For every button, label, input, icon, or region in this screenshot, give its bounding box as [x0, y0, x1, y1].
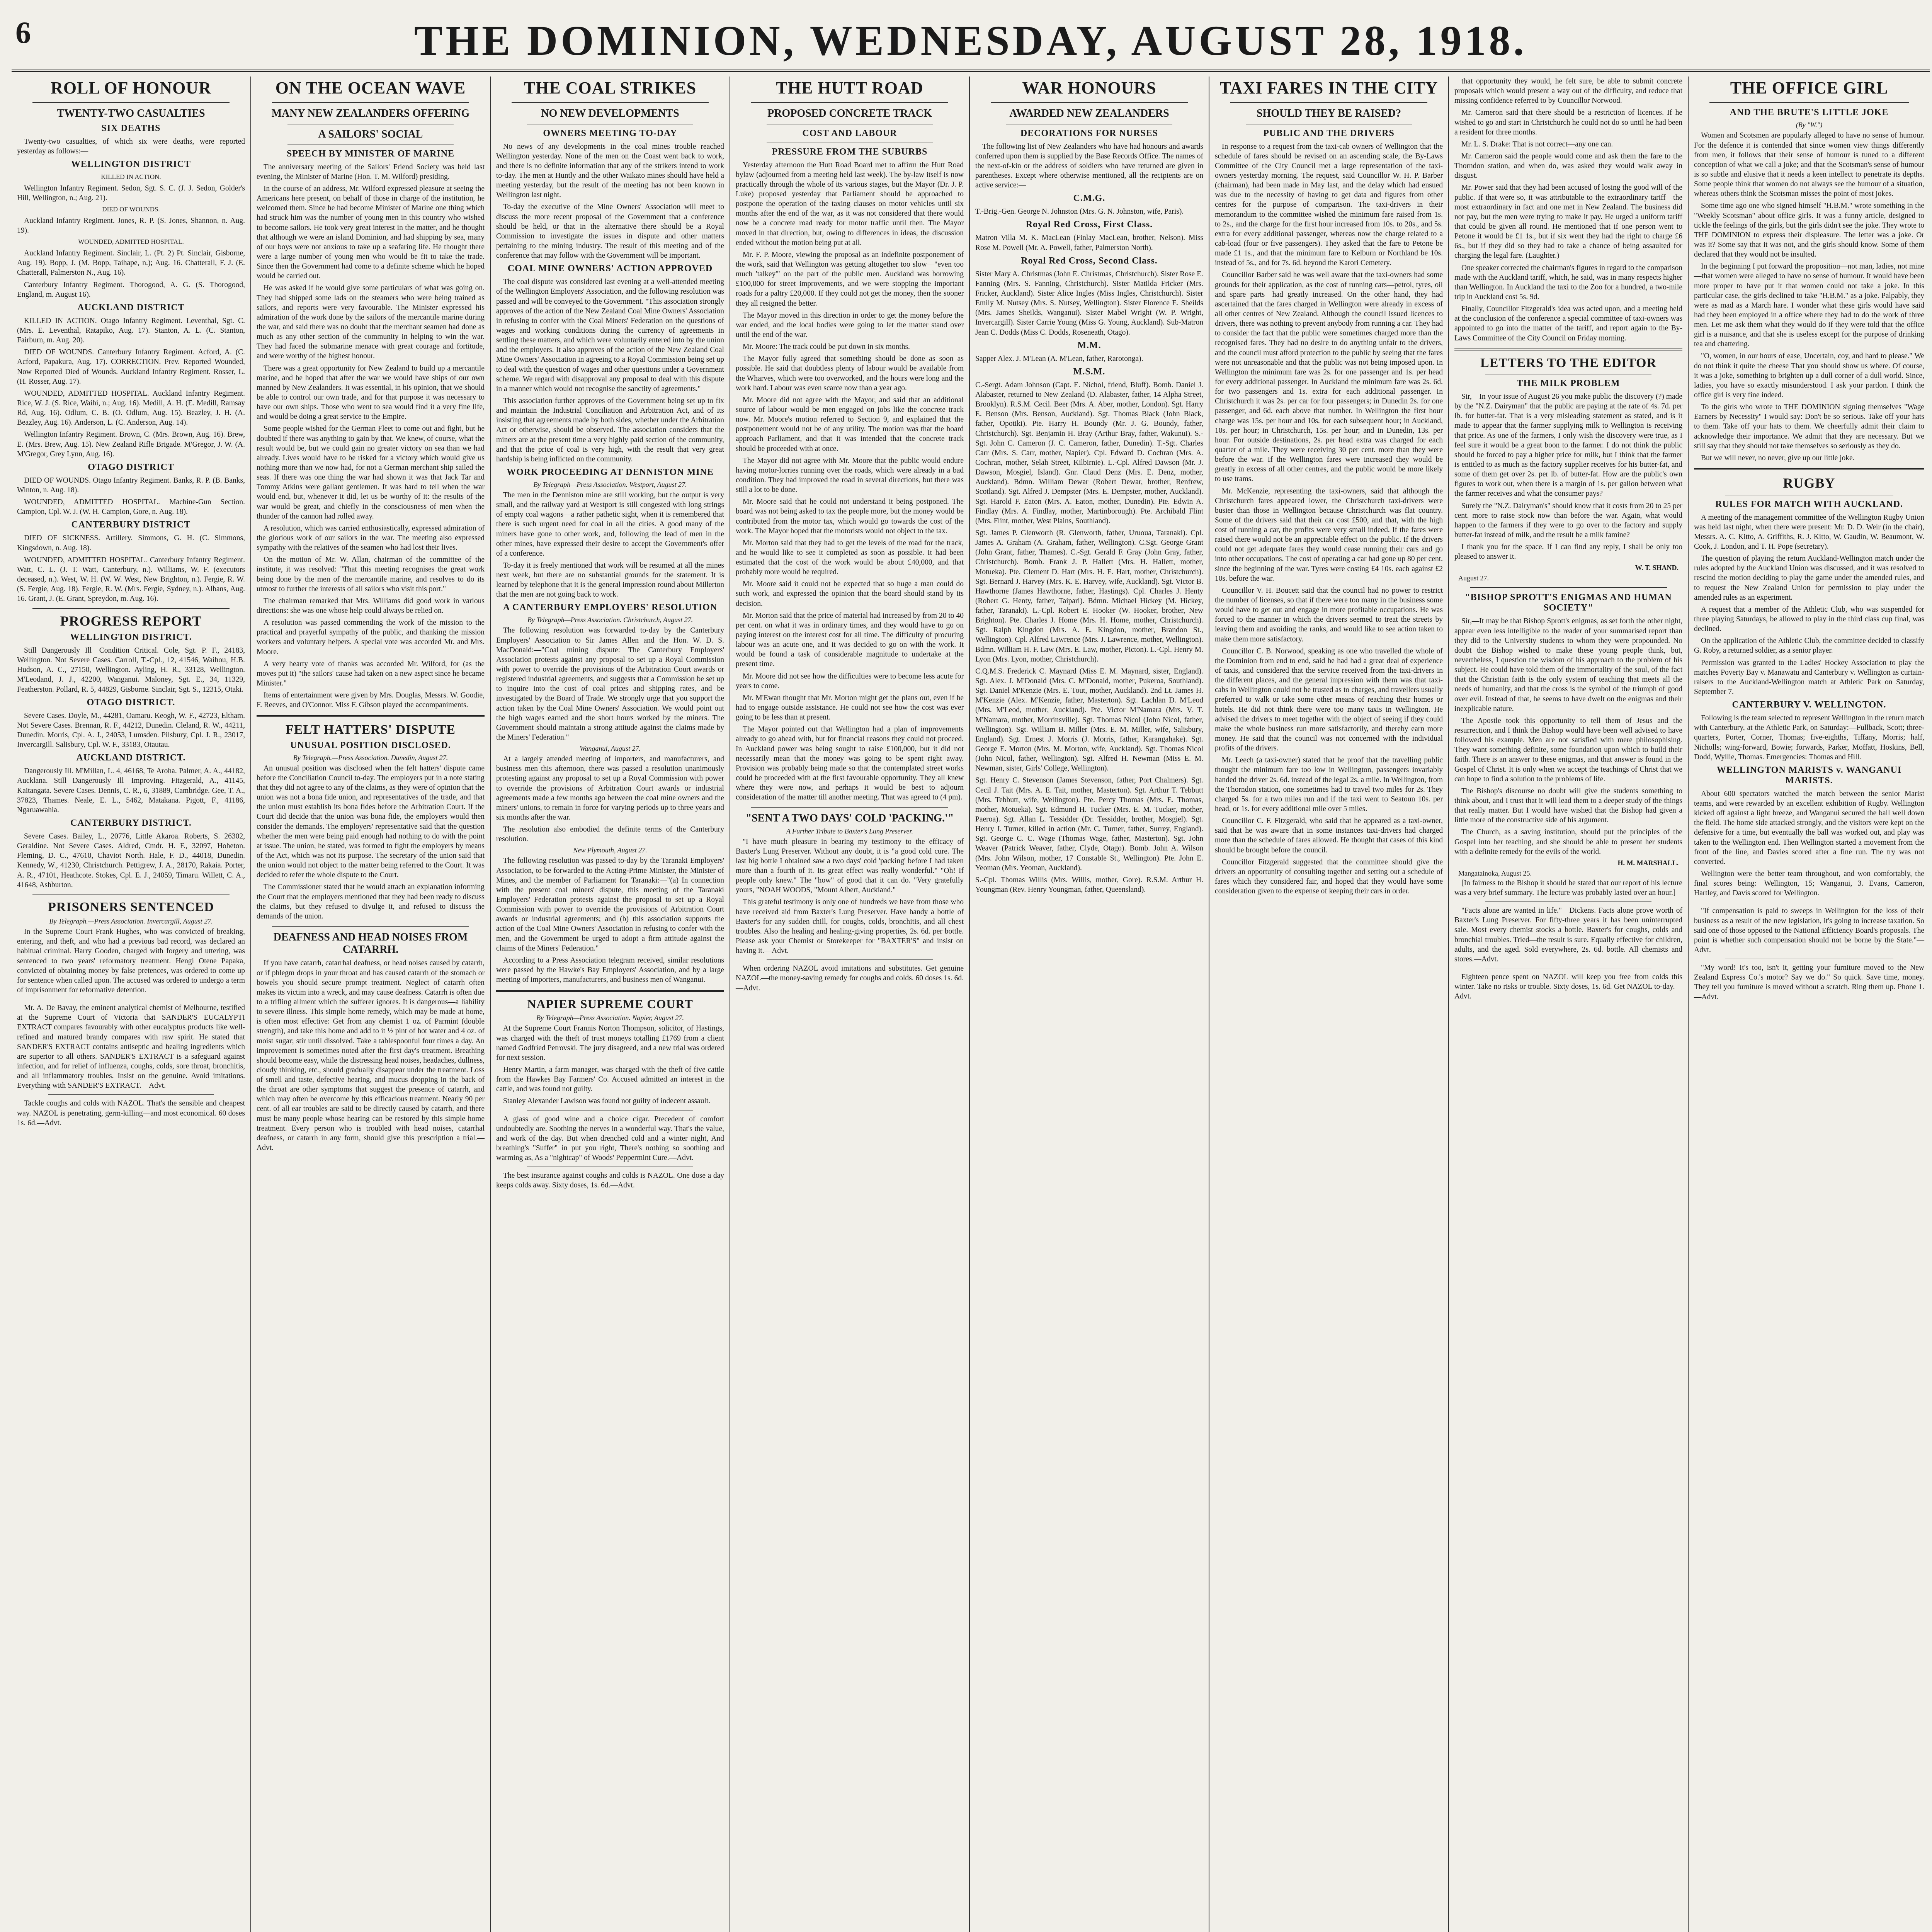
paragraph: In the beginning I put forward the proposition—not man, ladies, not mine—that women were alleged to have no sense of humour. It would have been more proper to have put it that women could not take a joke. In this particular case, the girls declined to take "H.B.M." as a joke. Palpably, they were as mad as a March hare. I wonder what these girls would have said had they been employed in a office where they had to do the work of three men. Let me ask them what they would do if they were told that the office girl is a nuisance, and that she is useless except for the purpose of drinking tea and chattering. [1694, 262, 1924, 349]
divider [32, 608, 230, 609]
paragraph: Following is the team selected to represent Wellington in the return match with Canterbury, at the Athletic Park, on Saturday:—Fullback, Scott; three-quarters, Porter, Corner, Thomas; five-eighths, Tiffany, Morris; half, Nicholls; wing-forward, Bowie; forwards, Parker, Moffatt, Hoskins, Bell, Dodd, Wyllie, Thomas. Emergencies: Thomas and Hill. [1694, 714, 1924, 761]
paragraph: Councillor Barber said he was well aware that the taxi-owners had some grounds for their application, as the cost of running cars—petrol, tyres, oil and spare parts—had greatly increased. On the other hand, they had ascertained that the fares charged in Wellington were already in excess of all other centres of New Zealand. Although the council issued licences to drivers, there was nothing to prevent anybody from running a car. They had to consider the fact that the public were sometimes charged more than the recognised fares. They had no desire to do anything unfair to the drivers, and the council must afford protection to the public by seeing that the fares were not unreasonable and that the public was not being imposed upon. In Wellington the minimum fare was 2s. for one passenger and 1s. per head for every additional passenger. In Auckland the minimum fare was 2s. 6d. for two passengers and 1s. extra for each additional passenger. In Christchurch it was 2s. per car for four passengers; in Dunedin 2s. for one passenger, and 6d. each above that number. In Wellington the first hour charge was 15s. per hour and 10s. for each subsequent hour; in Auckland, 10s. per hour; in Christchurch, 15s. per hour; and in Dunedin, 13s. per hour. For outside destinations, 2s. per head extra was charged for each quarter of a mile. They were receiving 30 per cent. more than they were before the war. If the Wellington fares were increased they would be greatly in excess of all other centres, and the public would be more likely to use trams. [1215, 271, 1443, 483]
advertisement: "If compensation is paid to sweeps in Wellington for the loss of their business as a result of the new legislation, it's going to increase taxation. So said one of those opposed to the National Efficiency Board's proposals. The point is whether such compensation should not be borne by the State."—Advt. [1694, 907, 1924, 954]
paragraph: About 600 spectators watched the match between the senior Marist teams, and were rewarded by an excellent exhibition of Rugby. Wellington kicked off against a light breeze, and Wanganui secured the ball well down the field. The home side attacked strongly, and the visitors were kept on the defensive for a time, but eventually the ball was worked out, and play was taken to the Wellington end. Then Wellington started a movement from the front of the line, and Davies scored after a fine run. The try was not converted. [1694, 789, 1924, 866]
paragraph: Mr. Power said that they had been accused of losing the good will of the public. If that were so, it was attributable to the extraordinary tariff—the most extraordinary in fact and one met in New Zealand. The business did not pay, but the men were trying to make it pay. He urged a uniform tariff that could be given all round. He mentioned that if one person went to Petone it would be £1 1s., but if six went they had the right to charge £6 6s., but if they did so they had to take a chance of being assaulted for charging the legal fare. (Laughter.) [1454, 184, 1682, 260]
divider [1485, 901, 1651, 902]
letter-date: Mangatainoka, August 25. [1458, 869, 1532, 877]
column-roll-of-honour [12, 77, 251, 1932]
paragraph: Mr. Moore said it could not be expected that so huge a man could do such work, and expressed the opinion that the board should stand by its decision. [736, 580, 964, 608]
paragraph: Mr. Leech (a taxi-owner) stated that he proof that the travelling public thought the minimum fare too low in Wellington, passengers invariably handed the driver 2s. 6d. instead of the legal 2s. a mile. In Wellington, from the Thorndon station, one sometimes had to travel two miles for 2s. They charged 5s. for a two miles run and if the taxi went to Seatoun 10s. per head, or 1s. for every additional mile over 5 miles. [1215, 756, 1443, 813]
subheading: PRESSURE FROM THE SUBURBS [772, 146, 928, 157]
advertisement: This grateful testimony is only one of hundreds we have from those who have received aid from Baxter's Lung Preserver. Have handy a bottle of Baxter's for any sudden chill, for coughs, colds, bronchitis, and all chest troubles. Also the healing and healing-giving properties, 2s. 6d. per bottle. Please ask your Chemist or Storekeeper for "BAXTER'S" and insist on having it.—Advt. [736, 898, 964, 955]
casualty-list: Wellington Infantry Regiment. Sedon, Sgt. S. C. (J. J. Sedon, Golder's Hill, Wellington, n.; Aug. 21). [17, 184, 245, 202]
paragraph: Mr. Moore did not see how the difficulties were to become less acute for years to come. [736, 672, 964, 690]
newspaper-page [12, 12, 1930, 1932]
honours-list: Sister Mary A. Christmas (John E. Christmas, Christchurch). Sister Rose E. Fanning (Mrs. S. Fanning, Christchurch). Sister Matilda Fricker (Mrs. Fricker, Auckland). Sister Alice Ingles (Miss Ingles, Christchurch). Sister Emily M. Nutsey (Mrs. S. Nutsey, Wellington). Sister Florence E. Sheilds (Mrs. James Sheilds, Wanganui). Sister Mabel Wright (W. P. Wright, Invercargill). Sister Carrie Young (Miss G. Young, Auckland). Sub-Matron Jean C. Dodds (Miss C. Dodds, Roseneath, Otago). [975, 270, 1203, 337]
letter-text: Sir,—In your issue of August 26 you make public the discovery (?) made by the "N.Z. Dairyman" that the public are paying at the rate of 4s. 7d. per lb. for butter-fat. That is a very misleading statement as stated, and is it made to appear that the farmer supplying milk to Wellington is receiving that price. As one of the farmers, I only wish the discovery were true, as I feel sure it would be a great boon to the farmer. I do not think the public should be forced to pay a higher price for milk, but I think that the farmer is entitled to as much as the factory supplier receives for his butter-fat, and some of them get over 2s. per lb. of butter-fat. How are the public's own figures to work out, when there is a margin of 1s. per gallon between what the farmer receives and what the consumer pays? [1454, 393, 1682, 498]
subheading: NO NEW DEVELOPMENTS [541, 107, 679, 120]
paragraph: The Commissioner stated that he would attach an explanation informing the Court that the employers mentioned that they had been ready to discuss the claims, but they refused to divulge it, and refused to discuss the demands of the union. [257, 883, 485, 920]
headline: THE OFFICE GIRL [1730, 78, 1888, 97]
casualty-list: Severe Cases. Bailey, L., 20776, Little Akaroa. Roberts, S. 26302, Geraldine. Not Severe Cases. Aldred, Cmdr. H. F., 32097, Hoheton. Fleming, D. C., 47610, Chaviot North. Hale, F. D., 44018, Dunedin. Kennedy, W., 41230, Christchurch. Pettigrew, J. A., 28170, Rakaia. Porter, A. R., 47101, Heathcote. Stokes, Cpl. E. J., 24059, Timaru. Willett, C. A., 41648, Ashburton. [17, 832, 245, 889]
paragraph: One speaker corrected the chairman's figures in regard to the comparison made with the Auckland tariff, which, he said, was in many respects higher than Wellington. In Auckland the taxi to the Zoo for a hundred, a two-mile trip in Auckland cost 5s. 9d. [1454, 264, 1682, 301]
paragraph: Twenty-two casualties, of which six were deaths, were reported yesterday as follows:— [17, 137, 245, 155]
casualty-list: KILLED IN ACTION. Otago Infantry Regiment. Leventhal, Sgt. C. (Mrs. E. Leventhal, Ratapiko, Aug. 17). Stanton, A. L. (C. Stanton, Fairburn, m. Aug. 20). [17, 316, 245, 345]
paragraph: Mr. Moore: The track could be put down in six months. [743, 343, 910, 351]
letter-date: August 27. [1458, 574, 1489, 582]
letter-text: Surely the "N.Z. Dairyman's" should know that it costs from 20 to 25 per cent. more to raise stock now than before the war. Again, what would happen to the farmers if they were to go over to the factory and supply butter-fat instead of milk, and the result be a milk famine? [1454, 502, 1682, 539]
paragraph: The resolution also embodied the definite terms of the Canterbury resolution. [496, 825, 724, 844]
honours-list: Sapper Alex. J. M'Lean (A. M'Lean, father, Rarotonga). [975, 354, 1143, 363]
paragraph: Some time ago one who signed himself "H.B.M." wrote something in the "Weekly Scotsman" about office girls. It was a funny article, designed to tickle the feelings of the girls, but the girls didn't see the joke. They wrote to THE DOMINION to express their displeasure. The letter was a joke. Or was it? Some say that it was not, and the girls should know. Some of them declared that they would not be insulted. [1694, 202, 1924, 259]
headline: PROGRESS REPORT [60, 613, 202, 629]
signature: H. M. MARSHALL. [1617, 859, 1679, 867]
district-heading: CANTERBURY DISTRICT [71, 520, 191, 530]
casualty-list: Auckland Infantry Regiment. Sinclair, L. (Pt. 2) Pt. Sinclair, Gisborne, Aug. 19). Bopp, J. (M. Bopp, Taihape, n.); Aug. 16. Chatterall, F. J. (E. Chatterall, Palmerston N., Aug. 16). [17, 249, 245, 277]
honours-list: Sgt. Henry C. Stevenson (James Stevenson, father, Port Chalmers). Sgt. Cecil J. Tait (Mrs. A. E. Tait, mother, Masterton). Sgt. Arthur T. Tebbutt (Mrs. Tebbutt, wife, Wellington). Pte. Percy Thomas (Mrs. E. Thomas, mother, Motueka). Sgt. Edmund H. Tucker (Mrs. E. M. Tucker, mother, Paeroa). Sgt. Allan L. Tessidder (Dr. Tessidder, brother, Mosgiel). Sgt. Henry J. Turner, killed in action (Mr. C. Turner, father, Surrey, England). Sgt. George C. C. Wage (Thomas Wage, father, Masterton). Sgt. John Weaver (Patrick Weaver, father, Clyde, Otago). Bomb. John A. Wilson (Mrs. John Wilson, mother, 17 Constable St., Wellington). Pte. John E. Yeoman (Mrs. Yeoman, Auckland). [975, 776, 1203, 872]
divider [496, 990, 724, 992]
paragraph: Mr. Cameron said the people would come and ask them the fare to the Thorndon station, and when do, was asked they would walk away in disgust. [1454, 152, 1682, 180]
paragraph: The chairman remarked that Mrs. Williams did good work in various directions: she was one whose help could always be relied on. [257, 597, 485, 615]
subheading: A SAILORS' SOCIAL [318, 128, 423, 140]
divider [751, 102, 948, 103]
paragraph: The Mayor did not agree with Mr. Moore that the public would endure having motor-lorries running over the roads, which were already in a bad condition. They had improved the road in several directions, but there was still a lot to be done. [736, 456, 964, 494]
award-heading: Royal Red Cross, First Class. [1026, 219, 1153, 230]
paragraph: Councillor Fitzgerald suggested that the committee should give the drivers an opportunity of consulting together and setting out a schedule of fares which they considered fair, and hoped that they would have some consideration given to the expense of keeping their cars in order. [1215, 858, 1443, 896]
casualty-list: Canterbury Infantry Regiment. Thorogood, A. G. (S. Thorogood, England, m. August 16). [17, 281, 245, 299]
advertisement: If you have catarrh, catarrhal deafness, or head noises caused by catarrh, or if phlegm drops in your throat and has caused catarrh of the stomach or bowels you should secure prompt treatment. Neglect of catarrh often makes its victim into a wreck, and may cause deafness. Catarrh is often due to a trifling ailment which the sufferer ignores. It is dangerous—a liability to severe illness. This simple home remedy, which may be made at home, is often most effective: Get from any chemist 1 oz. of Parmint (double strength), and take this home and add to it ½ pint of hot water and 4 oz. of moist sugar; stir until dissolved. Take a tablespoonful four times a day. An improvement is sometimes noted after the first day's treatment. Breathing should become easy, while the distressing head noises, headaches, dullness, cloudy thinking, etc., should gradually disappear under the treatment. Loss of smell and taste, defective hearing, and mucus dropping in the back of the throat are other symptoms that suggest the presence of catarrh, and which may often be overcome by this efficacious treatment. Nearly 90 per cent. of all ear troubles are said to be directly caused by catarrh, and there must be many people whose hearing can be restored by this simple home treatment. Every person who is troubled with head noises, catarrhal deafness, or catarrh in any form, should give this prescription a trial.—Advt. [257, 959, 485, 1152]
divider [1454, 349, 1682, 350]
letter-text: The Church, as a saving institution, should put the principles of the Gospel into her teaching, and she should be able to present her students with a definite remedy for the evils of the world. [1454, 828, 1682, 856]
subheading: UNUSUAL POSITION DISCLOSED. [290, 740, 451, 750]
advertisement: When ordering NAZOL avoid imitations and substitutes. Get genuine NAZOL—the money-saving remedy for coughs and colds. 60 doses 1s. 6d.—Advt. [736, 964, 964, 992]
advertisement: A glass of good wine and a choice cigar. Precedent of comfort undoubtedly are. Soothing the nerves in a wonderful way. That's the value, and work of the day. But when drenched cold and a winter night, And breathing's "Suffer" in put you right, There's nothing so soothing and warming as, As a "nightcap" of Woods' Peppermint Cure.—Advt. [496, 1115, 724, 1162]
paragraph: Mr. Morton said that the price of material had increased by from 20 to 40 per cent. on what it was in ordinary times, and they would have to go on paying interest on the interest cost for all time. The difficulty of procuring labour was an acute one, and it was decided to go on with the work. It would be found a task of considerable magnitude to undertake at the present time. [736, 611, 964, 668]
paragraph: To-day it is freely mentioned that work will be resumed at all the mines next week, but there are no substantial grounds for the statement. It is learned by telephone that it is the general impression round about Millerton that the men are not going back to work. [496, 561, 724, 599]
paragraph: Councillor C. B. Norwood, speaking as one who travelled the whole of the Dominion from end to end, said he had had a great deal of experience of taxis, and considered that the service received from the taxi-drivers in the different places, and the general impression with them was that taxi-cabs in Wellington could not be trusted as to charges, and travellers usually preferred to walk or take some other means of reaching their homes or hotels. He did not think there were too many taxis in Wellington. He advised the drivers to meet together with the object of seeing if they could make the whole business run more satisfactorily, and thereby earn more money. He said that the council was not concerned with the individual profits of the drivers. [1215, 647, 1443, 753]
subheading: DECORATIONS FOR NURSES [1020, 128, 1158, 138]
divider [767, 959, 933, 960]
paragraph: On the motion of Mr. W. Allan, chairman of the committee of the institute, it was resolved: "That this meeting recognises the great work being done by the men of the mercantile marine, and resolves to do its utmost to further the interests of all sailors who visit this port." [257, 556, 485, 593]
paragraph: Councillor V. H. Boucett said that the council had no power to restrict the number of licenses, so that if there were too many in the business some would have to get out and engage in more profitable occupations. He was forced to the manner in which the drivers seemed to treat the streets by leaving them and avoiding the ranks, and would like to see action taken to make them more satisfactory. [1215, 586, 1443, 643]
page-number: 6 [15, 16, 31, 50]
columns [12, 77, 1930, 1932]
letter-text: Sir,—It may be that Bishop Sprott's enigmas, as set forth the other night, appear even less intelligible to the reader of your summarised report than they did to the University students to whom they were propounded. No doubt the Bishop wished to make these young people think, but, nevertheless, I question the wisdom of his approach to the problem of his subject. He could have told them of the immortality of the soul, of the fact that the Christian faith is the only system of teaching that meets all the needs of humanity, and that the cross is the symbol of the triumph of good over evil. Instead of that, he seems to have dwelt on the enigmas and their inexplicable nature. [1454, 617, 1682, 713]
editor-note: [In fairness to the Bishop it should be stated that our report of his lecture was a very brief summary. The lecture was probably lasted over an hour.] [1454, 879, 1682, 897]
paragraph: Wellington were the better team throughout, and won comfortably, the final scores being:—Wellington, 15; Wanganui, 3. Evans, Cameron, Hartley, and Davis scored for Wellington. [1694, 869, 1924, 898]
district-heading: CANTERBURY DISTRICT. [70, 818, 192, 828]
advertisement: The best insurance against coughs and colds is NAZOL. One dose a day keeps colds away. Sixty doses, 1s. 6d.—Advt. [496, 1172, 724, 1190]
paragraph: The following resolution was forwarded to-day by the Canterbury Employers' Association to Sir James Allen and the Hon. W. D. S. MacDonald:—"Coal mining dispute: The Canterbury Employers' Association protests against any proposal to set up a Royal Commission with power to override the provisions of the Arbitration Court awards or registered industrial agreements, and suggests that a Commission be set up to inquire into the cost of coal prices and shipping rates, and be investigated by the Board of Trade. We strongly urge that you support the action taken by the Coal Mine Owners' Association. We would point out the high wages earned and the short hours worked by the miners. The Government should maintain a strong attitude against the claims made by the Miners' Federation." [496, 626, 724, 742]
paragraph: The following resolution was passed to-day by the Taranaki Employers' Association, to be forwarded to the Acting-Prime Minister, the Minister of Mines, and the member of Parliament for Taranaki:—"(a) In connection with the present coal miners' dispute, this meeting of the Taranaki Employers' Federation protests against the proposal to set up a Royal Commission with power to override the provisions of Arbitration Court awards or industrial agreements; and (b) this association supports the action of the Coal Mine Owners' Association in refusing to confer with the men, and the Government be urged to adopt a firm attitude against the claims of the Miners' Federation." [496, 857, 724, 952]
subheading: PUBLIC AND THE DRIVERS [1263, 128, 1395, 138]
paragraph: that opportunity they would, he felt sure, be able to submit concrete proposals which would present a way out of the difficulty, and reduce that missing confidence referred to by Councillor Norwood. [1454, 77, 1682, 105]
letter-text: The Bishop's discourse no doubt will give the students something to think about, and I trust that it will lead them to a deeper study of the things that really matter. But I would have wished that the Bishop had given a little more of the constructive side of his argument. [1454, 787, 1682, 825]
award-heading: M.M. [1077, 340, 1101, 350]
byline: Wanganui, August 27. [579, 745, 641, 753]
subheading: COST AND LABOUR [802, 128, 897, 138]
paragraph: The question of playing the return Auckland-Wellington match under the rules adopted by the Auckland Union was discussed, and it was resolved to rescind the motion deciding to play the game under the amended rules, and to request the New Zealand Union for permission to play under the amended rules as an experiment. [1694, 554, 1924, 602]
headline: TAXI FARES IN THE CITY [1219, 78, 1438, 97]
paragraph: A request that a member of the Athletic Club, who was suspended for three playing Saturdays, be allowed to play in the third class cup final, was declined. [1694, 605, 1924, 633]
paragraph: A very hearty vote of thanks was accorded Mr. Wilford, for (as the moves put it) "the sailors' cause had taken on a new aspect since he became Minister." [257, 660, 485, 687]
paragraph: Mr. L. S. Drake: That is not correct—any one can. [1461, 140, 1613, 148]
newspaper-title: THE DOMINION, WEDNESDAY, AUGUST 28, 1918. [414, 17, 1527, 64]
byline: By Telegraph.—Press Association. Dunedin, August 27. [293, 753, 448, 762]
headline: LETTERS TO THE EDITOR [1480, 355, 1656, 370]
paragraph: In response to a request from the taxi-cab owners of Wellington that the schedule of fares should be revised on an ascending scale, the By-Laws Committee of the City Council met a large representation of the taxi-owners yesterday morning. The request, said Councillor W. H. P. Barber (chairman), had been made in May last, and the delay which had ensued was due to the necessity of having to get data and figures from other centres for the purpose of comparison. The taxi-drivers in their memorandum to the committee wished the minimum fare raised from 1s. to 2s., and the charge for the first hour increased from 10s. to 20s., and 5s. extra for every additional passenger, whereas now the charge related to a cab-load (four or five passengers). They asked that the fare to Petone be made £1 1s., and that the minimum fare to Kelburn or Northland be 10s. instead of 5s., and for 7s. 6d. beyond the Karori Cemetery. [1215, 142, 1443, 267]
paragraph: But we will never, no never, give up our little joke. [1701, 454, 1855, 462]
divider [991, 102, 1188, 103]
paragraph: "O, women, in our hours of ease, Uncertain, coy, and hard to please." We do not think it quite the cheese That you should show us where. Of course, it was a joke, something to brighten up a dull corner of a dull world. Since, ladies, you have so exactly misunderstood. I ask your pardon. I think the office girl is very fine indeed. [1694, 352, 1924, 400]
paragraph: There was a great opportunity for New Zealand to build up a mercantile marine, and he hoped that after the war we would have ships of our own manned by New Zealanders. It was essential, in his opinion, that we should be able to control our own trade, and for that purpose it was necessary to have our own ships. Those who went to sea would find it a very fine life, and would be doing a great service to the Empire. [257, 364, 485, 421]
byline: By Telegraph.—Press Association. Invercargill, August 27. [49, 917, 213, 925]
paragraph: He was asked if he would give some particulars of what was going on. They had shipped some lads on the steamers who were being trained as sailors, and reports were very favourable. The Minister expressed his admiration of the work done by the sailors of the mercantile marine during the war, and said there was no doubt that the merchant seamen had done as much as any other section of the community in helping to win the war. They had faced the submarine menace with great courage and fortitude, and were worthy of the highest honour. [257, 284, 485, 361]
subheading: MANY NEW ZEALANDERS OFFERING [271, 107, 470, 120]
column-ocean-wave [251, 77, 491, 1932]
headline: NAPIER SUPREME COURT [527, 997, 693, 1011]
honours-list: T.-Brig.-Gen. George N. Johnston (Mrs. G. N. Johnston, wife, Paris). [975, 207, 1184, 216]
subheading: DEAFNESS AND HEAD NOISES FROM CATARRH. [273, 931, 468, 956]
byline: A Further Tribute to Baxter's Lung Preserver. [786, 827, 913, 835]
casualty-list: Auckland Infantry Regiment. Jones, R. P. (S. Jones, Shannon, n. Aug. 19). [17, 216, 245, 235]
advertisement: Tackle coughs and colds with NAZOL. That's the sensible and cheapest way. NAZOL is penetrating, germ-killing—and most economical. 60 doses 1s. 6d.—Advt. [17, 1099, 245, 1127]
byline: (By "W.") [1796, 121, 1823, 129]
column-letters [1449, 77, 1689, 1932]
paragraph: Mr. Morton said that they had to get the levels of the road for the track, and he would like to see it completed as soon as possible. It had been estimated that the cost of the work would be about £40,000, and that probably more would be required. [736, 539, 964, 577]
district-heading: OTAGO DISTRICT [88, 462, 174, 472]
paragraph: Permission was granted to the Ladies' Hockey Association to play the matches Poverty Bay v. Manawatu and Canterbury v. Wellington as curtain-raisers to the Auckland-Wellington match at Athletic Park on Saturday, September 7. [1694, 658, 1924, 696]
divider [751, 807, 948, 808]
award-heading: M.S.M. [1073, 366, 1105, 377]
paragraph: The men in the Denniston mine are still working, but the output is very small, and the railway yard at Westport is still congested with long strings of empty coal wagons—a rather pathetic sight, when it is remembered that there is such urgent need for coal in all the cities. A good many of the miners have gone to other work, and, following the lead of men in the other mines, have expressed their desire to accept the Government's offer of a conference. [496, 491, 724, 558]
advertisement: "Facts alone are wanted in life."—Dickens. Facts alone prove worth of Baxter's Lung Preserver. For fifty-three years it has been uninterrupted sale. Most every chemist stocks a bottle. Baxter's for coughs, colds and bronchial troubles. Tried—the result is sure. Equally effective for children, adults, and the aged. Sold everywhere, 2s. 6d. bottle. All chemists and stores.—Advt. [1454, 906, 1682, 963]
paragraph: In the Supreme Court Frank Hughes, who was convicted of breaking, entering, and theft, and who had a previous bad record, was declared an habitual criminal. Harry Gooden, charged with forgery and uttering, was sentenced to two years' reformatory treatment. Hengi Otene Papaka, convicted of obtaining money by false pretences, was ordered to come up for sentence when called upon. The accused was ordered to undergo a term of imprisonment for reformative detention. [17, 928, 245, 995]
award-heading: Royal Red Cross, Second Class. [1021, 255, 1158, 266]
column-office-girl [1689, 77, 1930, 1932]
headline: THE HUTT ROAD [776, 78, 923, 97]
subheading: "SENT A TWO DAYS' COLD 'PACKING.'" [745, 812, 954, 825]
honours-list: Matron Villa M. K. MacLean (Finlay MacLean, brother, Nelson). Miss Rose M. Powell (Mr. A. Powell, father, Palmerston North). [975, 234, 1203, 252]
section-label: DIED OF WOUNDS. [102, 206, 160, 213]
divider [272, 926, 469, 927]
signature: W. T. SHAND. [1635, 564, 1679, 572]
paragraph: On the application of the Athletic Club, the committee decided to classify G. Roby, a returned soldier, as a senior player. [1694, 637, 1924, 655]
paragraph: Henry Martin, a farm manager, was charged with the theft of five cattle from the Hawkes Bay Farmers' Co. Accused admitted an interest in the cattle, and was found not guilty. [496, 1066, 724, 1094]
paragraph: The coal dispute was considered last evening at a well-attended meeting of the Wellington Employers' Association, and the following resolution was passed and will be conveyed to the Government. "This association strongly approves of the action of the New Zealand Coal Mine Owners' Association in refusing to confer with the Coal Miners' Federation on the questions of wages and working conditions during the currency of agreements in settling these matters, and which were voluntarily entered into by the union and the employers. It also approves of the action of the New Zealand Coal Mine Owners' Association in agreeing to a Royal Commission being set up to deal with the question of wages and other questions under a Government scheme. We regard with disapproval any proposal to deal with this dispute in a manner which would not recognise the sanctity of agreements." [496, 278, 724, 393]
casualty-list: DIED OF WOUNDS. Otago Infantry Regiment. Banks, R. P. (B. Banks, Winton, n. Aug. 18). [17, 476, 245, 494]
section-label: KILLED IN ACTION. [101, 173, 161, 180]
paragraph: The Mayor fully agreed that something should be done as soon as possible. He said that doubtless plenty of labour would be available from the Wharves, which were too overworked, and the hours were long and the work hard. Labour was even scarce now than a year ago. [736, 355, 964, 392]
district-heading: WELLINGTON DISTRICT [71, 159, 191, 169]
district-heading: AUCKLAND DISTRICT. [76, 753, 186, 763]
subheading: SIX DEATHS [101, 123, 161, 133]
paragraph: According to a Press Association telegram received, similar resolutions were passed by the Hawke's Bay Employers' Association, and by a large meeting of importers, manufacturers, and business men of Wanganui. [496, 956, 724, 984]
paragraph: The following list of New Zealanders who have had honours and awards conferred upon them is supplied by the Base Records Office. The names of the next-of-kin or the address of soldiers who have returned are given in parentheses. Except where otherwise mentioned, all the recipients are on active service:— [975, 142, 1203, 190]
paragraph: Mr. McKenzie, representing the taxi-owners, said that although the Christchurch fares appeared lower, the Christchurch taxi-drivers were busier than those in Wellington because Christchurch was flat country. Some of the drivers said that their car cost £500, and that, with the high cost of running a car, the profits were very small indeed. If the fares were raised there would not be an appreciable effect on the public. If the drivers could not get adequate fares they would cease running their cars and go into other occupations. The cost of operating a car had gone up 80 per cent. since the beginning of the war. Tyres were costing £4 10s. each against £2 10s. before the war. [1215, 487, 1443, 583]
divider [32, 102, 230, 103]
paragraph: No news of any developments in the coal mines trouble reached Wellington yesterday. None of the men on the Coast went back to work, and there is no definite information that any of the strikers intend to work to-day. The men at Huntly and the other Waikato mines should have held a meeting yesterday, but the result of the meeting has not been known in Wellington last night. [496, 142, 724, 199]
paragraph: The anniversary meeting of the Sailors' Friend Society was held last evening, the Minister of Marine (Hon. T. M. Wilford) presiding. [257, 163, 485, 181]
paragraph: In the course of an address, Mr. Wilford expressed pleasure at seeing the Americans here present, on behalf of those in charge of the institution, he welcomed them. Since he had become Minister of Marine one thing which had struck him was the number of young men in this country who wished to become sailors. He took very great interest in the matter, and he thought that although we were an island Dominion, and had shipping by sea, many of our boys were not anxious to take up a seafaring life. He thought there were a large number of young men who would be fit to take the trade. Since then the Government had come to a definite scheme which he hoped would be carried out. [257, 185, 485, 281]
column-hutt-road [730, 77, 970, 1932]
advertisement: "I have much pleasure in bearing my testimony to the efficacy of Baxter's Lung Preserver. Without any doubt, it is "a good cold cure. The last big bottle I obtained saw a two days' cold 'packing' before I had taken more than a fourth of it. Its great effect was really wonderful." "Oh! If people only knew." The "how" of good that it can do. "Very gratefully yours, "NOAH WOODS, "Mount Albert, Auckland." [736, 837, 964, 895]
casualty-list: Severe Cases. Doyle, M., 44281, Oamaru. Keogh, W. F., 42723, Eltham. Not Severe Cases. Brennan, R. F., 44212, Dunedin. Cleland, R. W., 44211, Dunedin. Morris, Cpl. A. J., 24053, Lumsden. Pilsbury, Cpl. J. R., 23017, Invercargill. Salisbury, Cpl. W. F., 33183, Otautau. [17, 711, 245, 749]
subheading: THE MILK PROBLEM [1517, 378, 1620, 389]
paragraph: Mr. Cameron said that there should be a restriction of licences. If he wished to go and start in Christchurch he could not do so until he had been a resident for three months. [1454, 109, 1682, 136]
casualty-list: Wellington Infantry Regiment. Brown, C. (Mrs. Brown, Aug. 16). Brew, E. (Mrs. Brew, Aug. 15). New Zealand Rifle Brigade. M'Gregor, J. W. (A. M'Gregor, Grey Lynn, Aug. 16). [17, 430, 245, 458]
subheading: WELLINGTON MARISTS v. WANGANUI MARISTS. [1716, 765, 1902, 786]
section-label: WOUNDED, ADMITTED HOSPITAL. [78, 238, 184, 246]
divider [48, 1094, 214, 1095]
advertisement: Eighteen pence spent on NAZOL will keep you free from colds this winter. Take no risks or trouble. Sixty doses, 1s. 6d. Get NAZOL to-day.—Advt. [1454, 973, 1682, 1001]
paragraph: A meeting of the management committee of the Wellington Rugby Union was held last night, when there were present: Mr. D. D. Weir (in the chair), Messrs. A. C. Kitto, A. Griffiths, R. J. Kitto, W. Gaudin, W. Beaumont, W. Cook, J. London, and T. H. Pope (secretary). [1694, 513, 1924, 551]
headline: PRISONERS SENTENCED [48, 900, 214, 914]
byline: By Telegraph—Press Association. Napier, August 27. [536, 1014, 684, 1022]
column-taxi-fares [1209, 77, 1449, 1932]
paragraph: Yesterday afternoon the Hutt Road Board met to affirm the Hutt Road bylaw (adjourned from a meeting held last week). The by-law itself is now practically through the whole of its various stages, but the Mayor (Dr. J. P. Luke) proposed yesterday that Parliament should be approached to postpone the operation of the taxing clauses on motor vehicles until six months after the end of the war, as it was not considered that there would now be a concrete road ready for motor traffic until then. The Mayor moved in that direction, but, owing to differences in ideas, the discussion ended without the motion being put at all. [736, 161, 964, 247]
district-heading: OTAGO DISTRICT. [87, 697, 175, 707]
paragraph: A resolution was passed commending the work of the mission to the practical and prayerful sympathy of the public, and thanking the mission workers and voluntary helpers. A special vote was accorded Mr. and Mrs. Moore. [257, 619, 485, 656]
letter-text: The Apostle took this opportunity to tell them of Jesus and the resurrection, and I think the Bishop would have been well advised to have followed his example. Men are not satisfied with mere philosophising. They want something definite, some foundation upon which to build their faith. There is an answer to these enigmas, and that answer is found in the Gospel of Christ. It is only when we accept the teachings of Christ that we can hope to find a solution to the problems of life. [1454, 716, 1682, 783]
paragraph: A resolution, which was carried enthusiastically, expressed admiration of the glorious work of our sailors in the war. The meeting also expressed sympathy with the relatives of the seamen who had lost their lives. [257, 524, 485, 552]
casualty-list: DIED OF SICKNESS. Artillery. Simmons, G. H. (C. Simmons, Kingsdown, n. Aug. 18). [17, 534, 245, 552]
district-heading: AUCKLAND DISTRICT [77, 302, 185, 313]
paragraph: Some people wished for the German Fleet to come out and fight, but he doubted if there was anything to gain by that. We knew, of course, what the result would be, but we could gain no greater victory on sea than we had already. Lives would have to be risked for a victory which would give us nothing more than we now had, for not a German merchant ship sailed the seas. If there was one thing the war had shown it was that Jack Tar and Tommy Atkins were gallant gentlemen. It was hard to tell when the war would end, but, whenever it did, let us be worthy of it: the results of the war would be great, and chiefly in the consciousness of men when the thunder of the cannon had rolled away. [257, 425, 485, 520]
paragraph: Mr. F. P. Moore, viewing the proposal as an indefinite postponement of the work, said that Wellington was getting altogether too slow—"even too much 'talkey'" on the part of the public men. Auckland was borrowing £100,000 for street improvements, and we were stopping the important roads for a paltry £20,000. If they could not get the money, then the sooner they all resigned the better. [736, 250, 964, 308]
subheading: PROPOSED CONCRETE TRACK [767, 107, 932, 120]
paragraph: At the Supreme Court Frannis Norton Thompson, solicitor, of Hastings, was charged with the theft of trust moneys totalling £1769 from a client named Godfried Petrovski. The jury disagreed, and a new trial was ordered for next session. [496, 1024, 724, 1062]
masthead [12, 12, 1930, 72]
subheading: AND THE BRUTE'S LITTLE JOKE [1730, 107, 1889, 118]
divider [1230, 102, 1427, 103]
paragraph: To-day the executive of the Mine Owners' Association will meet to discuss the more recent proposal of the Government that a conference should be held, or that in the alternative there should be a Royal Commission to investigate the issues in dispute and other matters pertaining to the mining industry. The result of this meeting and of the conference that may follow with the Government will be important. [496, 203, 724, 260]
district-heading: WELLINGTON DISTRICT. [70, 632, 192, 642]
subheading: COAL MINE OWNERS' ACTION APPROVED [507, 264, 713, 274]
headline: RUGBY [1783, 475, 1835, 491]
casualty-list: WOUNDED, ADMITTED HOSPITAL. Machine-Gun Section. Campion, Cpl. W. J. (W. H. Campion, Gore, n. Aug. 18). [17, 498, 245, 516]
subheading: OWNERS MEETING TO-DAY [543, 128, 677, 138]
subheading: "BISHOP SPROTT'S ENIGMAS AND HUMAN SOCIETY" [1465, 592, 1672, 613]
paragraph: Items of entertainment were given by Mrs. Douglas, Messrs. W. Goodie, F. Reeves, and O'Connor. Miss F. Gibson played the accompaniments. [257, 691, 485, 709]
paragraph: Women and Scotsmen are popularly alleged to have no sense of humour. For the defence it is contended that since women view things differently from men, it follows that their sense of humour is tuned to a different conception of what we call a joke; and that the Scotsman's sense of humour is so subtle and elusive that it needs a keen intellect to penetrate its depths. Some people think that women do not always see the humour of a situation, whereas others think the Scotsman misses the point of most jokes. [1694, 131, 1924, 198]
paragraph: At a largely attended meeting of importers, and manufacturers, and business men this afternoon, there was passed a resolution unanimously protesting against any proposal to set up a Royal Commission with power to override the provisions of Arbitration Court awards or industrial agreements made a few months ago between the coal mine owners and the miners' unions, to remain in force for varying periods up to three years and six months after the war. [496, 755, 724, 822]
casualty-list: WOUNDED, ADMITTED HOSPITAL. Canterbury Infantry Regiment. Watt, C. L. (J. T. Watt, Canterbury, n.). Williams, W. F. (executors deceased, n.). West, W. H. (W. W. West, New Brighton, n.). Fergie, R. W. (S. Fergie, Aug. 18). Fergie, R. W. (Mrs. Fergie, Sydney, n.). Albans, Aug. 16. Grant, J. (E. Grant, Spreydon, m. Aug. 16). [17, 556, 245, 603]
paragraph: Finally, Councillor Fitzgerald's idea was acted upon, and a meeting held at the conclusion of the conference a special committee of taxi-owners was appointed to go into the matter of the tariff, and report again to the By-Laws Committee of the City Council on Friday morning. [1454, 305, 1682, 342]
divider [272, 102, 469, 103]
paragraph: Stanley Alexander Lawlson was found not guilty of indecent assault. [503, 1097, 711, 1105]
letter-text: I thank you for the space. If I can find any reply, I shall be only too pleased to answer it. [1454, 543, 1682, 561]
honours-list: C.-Sergt. Adam Johnson (Capt. E. Nichol, friend, Bluff). Bomb. Daniel J. Alabaster, returned to New Zealand (D. Alabaster, father, 14 Alpha Street, Brooklyn). R.S.M. Cecil. Beer (Mrs. A. Aber, mother, London). Sgt. Harry E. Benson (Mrs. Benson, Auckland). Sgt. Thomas Black (John Black, father, Opotiki). Pte. Harry H. Boundy (Mr. J. G. Boundy, father, Christchurch). Sgt. Benjamin H. Bray (Arthur Bray, father, Wakunui). S.-Sgt. John C. Cameron (J. C. Cameron, father, Dunedin). T.-Sgt. Charles Carr (Mrs. S. Carr, mother, Napier). Cpl. Edward D. Cochran (Mrs. A. Cochran, mother, Selah Street, Kilbirnie). L.-Cpl. Alfred Dawson (Mr. J. Dawson, Mosgiel, Island). Gnr. Claud Denz (Mrs. E. Denz, mother, Auckland). Bdmn. William Dewar (Robert Dewar, brother, Renfrew, Scotland). Sgt. Alfred J. Dempster (Mrs. E. Dempster, mother, Auckland). Sgt. Harold F. Eaton (Mrs. A. Eaton, mother, Dunedin). Pte. Edwin A. Findlay (Mrs. A. Findlay, mother, Martinborough). Pte. Archibald Flint (Mrs. Flint, mother, West Plains, Southland). [975, 381, 1203, 525]
casualty-list: Dangerously Ill. M'Millan, L. 4, 46168, Te Aroha. Palmer, A. A., 44182, Aucklana. Still Dangerously Ill—Improving. Fitzgerald, A., 41145, Kaitangata. Severe Cases. Dennis, C. R., 6, 31889, Cambridge. Gee, T. A., 37823, Thames. Neale, E. L., 5462, Matakana. Pigott, F., 41186, Ngaruawahia. [17, 767, 245, 814]
byline: New Plymouth, August 27. [573, 846, 647, 854]
advertisement: "My word! It's too, isn't it, getting your furniture moved to the New Zealand Express Co.'s motor? Say we do." So quick. Save time, money. They tell you furniture is moved without a scratch. Ring them up. Phone 1.—Advt. [1694, 964, 1924, 1001]
casualty-list: DIED OF WOUNDS. Canterbury Infantry Regiment. Acford, A. (C. Acford, Papakura, Aug. 17). CORRECTION. Prev. Reported Wounded, Now Reported Died of Wounds. Auckland Infantry Regiment. Rosser, L. (H. Rosser, Aug. 17). [17, 348, 245, 386]
paragraph: Mr. M'Ewan thought that Mr. Morton might get the plans out, even if he had to engage outside assistance. He could not see how the cost was ever going to be less than at present. [736, 694, 964, 722]
headline: ON THE OCEAN WAVE [275, 78, 466, 97]
casualty-list: WOUNDED, ADMITTED HOSPITAL. Auckland Infantry Regiment. Rice, W. J. (S. Rice, Waihi, n.; Aug. 16). Medill, A. H. (E. Medill, Ramsay Rd, Aug. 16). Odlum, C. B. (O. Odlum, Aug. 15). Beazley, J. H. (A. Beazley, Aug. 16). Anderson, L. (C. Anderson, Aug. 14). [17, 389, 245, 427]
subheading: SPEECH BY MINISTER OF MARINE [286, 148, 455, 159]
subheading: WORK PROCEEDING AT DENNISTON MINE [507, 467, 714, 477]
paragraph: The Mayor pointed out that Wellington had a plan of improvements already to go ahead with, but for financial reasons they could not proceed. In Auckland power was being sought to raise £100,000, but it did not necessarily mean that the money was going to be spent right away. Provision was probably being made so that the contemplated street works could be proceeded with at the first favourable opportunity. They all knew where they were now, and perhaps it would be best to adjourn consideration of the matter till another meeting. That was agreed to (4 pm). [736, 725, 964, 802]
subheading: SHOULD THEY BE RAISED? [1256, 107, 1401, 120]
paragraph: This association further approves of the Government being set up to fix and maintain the Industrial Conciliation and Arbitration Act, and of its insisting that agreements made by both sides, whether under the Arbitration Act or otherwise, should be observed. The association considers that the miners are at the present time a very highly paid section of the community, and that the price of coal is very high, with the result that very great hardship is being inflicted on the community. [496, 396, 724, 463]
casualty-list: Still Dangerously Ill—Condition Critical. Cole, Sgt. P. F., 24183, Wellington. Not Severe Cases. Carroll, T.-Cpl., 12, 41546, Waihou, H.B. Hudson, A. C., 27150, Wellington. Ayling, H. R., 33128, Wellington. M'Leodand, J. J., 42200, Wanganui. Maloney, Sgt. E., 34, 11329, Featherston. Pollard, R. 5, 44829, Gisborne. Sinclair, Sgt. S., 12315, Otaki. [17, 646, 245, 694]
paragraph: Mr. Moore said that he could not understand it being postponed. The board was not being asked to tax the people more, but the money would be contributed from the motor tax, which would go towards the cost of the work. The Mayor hoped that the motorists would not object to the tax. [736, 498, 964, 535]
headline: THE COAL STRIKES [524, 78, 697, 97]
divider [512, 102, 709, 103]
column-coal-strikes [491, 77, 730, 1932]
subheading: RULES FOR MATCH WITH AUCKLAND. [1715, 499, 1903, 509]
headline: WAR HONOURS [1022, 78, 1156, 97]
honours-list: C.Q.M.S. Frederick C. Maynard (Miss E. M. Maynard, sister, England). Sgt. Alex. J. M'Donald (Mrs. C. M'Donald, mother, Pukeroa, Southland). Sgt. Daniel M'Kenzie (Mrs. E. Tout, mother, Auckland). 2nd Lt. James H. M'Kenzie (Alex. M'Kenzie, father, Masterton). Sgt. Lachlan D. M'Leod (Mrs. M'Leod, mother, Auckland). Pte. Victor M'Namara (Mrs. V. T. M'Namara, mother, Morrinsville). Sgt. Thomas Nicol (John Nicol, father, Wellington). Sgt. William B. Miller (Mrs. E. M. Miller, wife, Salisbury, England). Sgt. Ernest J. Morris (J. Morris, father, Karangahake). Sgt. George E. Morton (Mrs. M. Morton, wife, Auckland). Sgt. Thomas Nicol (John Nicol, father, Wellington). Sgt. Alfred H. Newman (Miss E. M. Newman, sister, Girls' College, Wellington). [975, 667, 1203, 773]
divider [1694, 468, 1924, 470]
paragraph: Councillor C. F. Fitzgerald, who said that he appeared as a taxi-owner, said that he was aware that in some instances taxi-drivers had charged more than the schedule of fares allowed. He thought that cases of this kind should be brought before the council. [1215, 817, 1443, 854]
column-war-honours [970, 77, 1209, 1932]
divider [1470, 587, 1667, 588]
headline: ROLL OF HONOUR [51, 78, 211, 97]
award-heading: C.M.G. [1073, 193, 1105, 204]
subheading: TWENTY-TWO CASUALTIES [57, 107, 205, 120]
byline: By Telegraph—Press Association. Westport, August 27. [533, 480, 687, 488]
paragraph: An unusual position was disclosed when the felt hatters' dispute came before the Conciliation Council to-day. The employers put in a note stating that they did not agree to any of the claims, as they were of opinion that the union was not a bona fide union, and representatives of the trade, and that the union must establish its bona fides before the Arbitration Court. If the Court did decide that the union was bona fide, the employers would then consider the demands. The employers' representative said that the question whether the men were being paid enough had nothing to do with the point at issue. The union, he stated, was formed to fight the employers by means of the Act, which was not its purpose. The secretary of the union said that the union would not object to the matter being referred to the Court. It was decided to refer the whole dispute to the Court. [257, 764, 485, 879]
advertisement: Mr. A. De Bavay, the eminent analytical chemist of Melbourne, testified at the Supreme Court of Victoria that SANDER'S EUCALYPTI EXTRACT compares favourably with other eucalyptus products like well-refined and matured brandy compares with raw spirit. He stated that SANDER'S EXTRACT contains antiseptic and healing ingredients which are superior to all others. SANDER'S EXTRACT is a safeguard against infection, and for relief of influenza, coughs, colds, sore throat, bronchitis, and all inflammatory troubles. Insist on the genuine. Avoid imitations. Everything with SANDER'S EXTRACT.—Advt. [17, 1004, 245, 1090]
divider [257, 715, 485, 717]
subheading: A CANTERBURY EMPLOYERS' RESOLUTION [503, 602, 718, 613]
headline: FELT HATTERS' DISPUTE [286, 723, 456, 737]
honours-list: S.-Cpl. Thomas Willis (Mrs. Willis, mother, Gore). R.S.M. Arthur H. Youngman (Rev. Henry Youngman, father, Queensland). [975, 876, 1203, 894]
paragraph: The Mayor moved in this direction in order to get the money before the war ended, and the local bodies were going to let the matter stand over until the end of the war. [736, 311, 964, 339]
divider [527, 1110, 693, 1111]
byline: By Telegraph—Press Association. Christchurch, August 27. [527, 616, 693, 624]
paragraph: Mr. Moore did not agree with the Mayor, and said that an additional source of labour would be men engaged on jobs like the concrete track now. Mr. Moore's motion referred to Section 9, and explained that the postponement would not be of any utility. The motion was that the board approach Parliament, and that it was intended that the concrete track should be proceeded with at once. [736, 396, 964, 453]
honours-list: Sgt. James P. Glenworth (R. Glenworth, father, Uruoua, Taranaki). Cpl. James A. Graham (A. Graham, father, Wellington). C.Sgt. George Grant (John Grant, father, Thames). C.-Sgt. Gerald F. Gray (John Gray, father, Christchurch). Bomb. Frank J. P. Hallett (Mrs. H. Hallett, mother, Motueka). Pte. Clement D. Hart (Mrs. H. E. Hart, mother, Christchurch). Sgt. Bernard J. Harvey (Mrs. K. E. Harvey, wife, Auckland). Sgt. Victor B. Hawthorne (James Hawthorne, father, Hastings). Cpl. Charles J. Henty (Robert G. Henty, father, Taipari). Bdmn. Michael Hickey (M. Hickey, father, Taranaki). L.-Cpl. Robert E. Hooker (W. Hooker, brother, New Brighton). Pte. Charles J. Home (Mrs. H. Home, mother, Christchurch). Sgt. Ralph Kingdon (Mrs. A. E. Kingdon, mother, Brandon St., Wellington). Cpl. Alfred Lawrence (Mrs. J. Lawrence, mother, Wellington). Bdmn. William H. F. Law (Mrs. E. Law, mother, Picton). L.-Cpl. Henry M. Lyon (Mrs. Lyon, mother, Christchurch). [975, 529, 1203, 663]
subheading: CANTERBURY V. WELLINGTON. [1732, 700, 1886, 710]
paragraph: To the girls who wrote to THE DOMINION signing themselves "Wage Earners by Necessity" I would say: Don't be so serious. Take off your hats to them. Take off your hats to them. We cheerfully admit their claim to acknowledge their importance. We admit that they are necessary. But we still say that they should not take themselves so seriously as they do. [1694, 403, 1924, 450]
subheading: AWARDED NEW ZEALANDERS [1009, 107, 1169, 120]
divider [1709, 102, 1909, 103]
